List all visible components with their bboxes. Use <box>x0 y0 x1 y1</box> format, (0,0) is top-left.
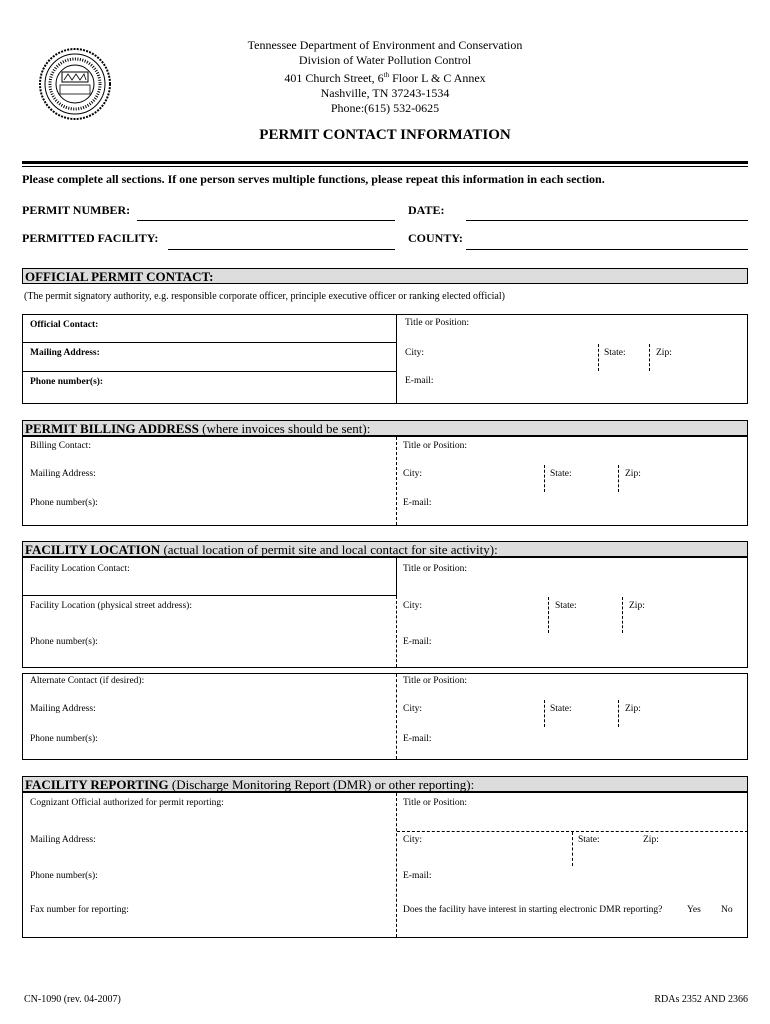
official-contact-label[interactable]: Official Contact: <box>30 320 99 330</box>
permitted-facility-label: PERMITTED FACILITY: <box>22 231 159 245</box>
facility-address-label[interactable]: Facility Location (physical street address): <box>30 601 192 611</box>
reporting-band: FACILITY REPORTING (Discharge Monitoring Report (DMR) or other reporting): <box>22 776 748 792</box>
billing-band: PERMIT BILLING ADDRESS (where invoices should be sent): <box>22 420 748 436</box>
reporting-state-label[interactable]: State: <box>578 835 600 845</box>
division-name: Division of Water Pollution Control <box>298 53 472 67</box>
form-title: PERMIT CONTACT INFORMATION <box>259 127 511 143</box>
date-label: DATE: <box>408 203 445 217</box>
official-state-divider <box>598 344 599 371</box>
billing-title-label[interactable]: Title or Position: <box>403 441 468 451</box>
official-phone-label[interactable]: Phone number(s): <box>30 377 104 387</box>
facility-state-divider <box>548 597 549 633</box>
alternate-column-divider <box>396 674 397 759</box>
form-number: CN-1090 (rev. 04-2007) <box>24 994 121 1005</box>
official-row-divider <box>22 371 397 372</box>
official-city-label[interactable]: City: <box>405 348 425 358</box>
billing-state-label[interactable]: State: <box>550 469 572 479</box>
permitted-facility-field[interactable] <box>168 249 395 250</box>
facility-zip-divider <box>622 597 623 633</box>
facility-zip-label[interactable]: Zip: <box>629 601 645 611</box>
instructions: Please complete all sections. If one person serves multiple functions, please repeat this information in each section. <box>22 172 605 186</box>
official-row-divider <box>22 342 397 343</box>
official-zip-label[interactable]: Zip: <box>656 348 672 358</box>
double-rule-thin <box>22 166 748 167</box>
billing-email-label[interactable]: E-mail: <box>403 498 432 508</box>
reporting-state-divider <box>572 832 573 866</box>
billing-contact-label[interactable]: Billing Contact: <box>30 441 91 451</box>
official-mailing-label[interactable]: Mailing Address: <box>30 348 100 358</box>
reporting-zip-label[interactable]: Zip: <box>643 835 659 845</box>
facility-city-label[interactable]: City: <box>403 601 423 611</box>
alternate-city-label[interactable]: City: <box>403 704 423 714</box>
official-contact-band: OFFICIAL PERMIT CONTACT: <box>22 268 748 284</box>
official-title-label[interactable]: Title or Position: <box>405 318 470 328</box>
reporting-city-label[interactable]: City: <box>403 835 423 845</box>
edmr-question: Does the facility have interest in starting electronic DMR reporting? <box>403 905 663 915</box>
billing-box <box>22 436 748 526</box>
agency-name: Tennessee Department of Environment and Conservation <box>247 38 523 52</box>
alternate-phone-label[interactable]: Phone number(s): <box>30 734 98 744</box>
alternate-email-label[interactable]: E-mail: <box>403 734 432 744</box>
billing-city-label[interactable]: City: <box>403 469 423 479</box>
billing-column-divider <box>396 437 397 525</box>
agency-header <box>150 38 620 116</box>
permit-number-label: PERMIT NUMBER: <box>22 203 131 217</box>
county-field[interactable] <box>466 249 748 250</box>
official-note: (The permit signatory authority, e.g. responsible corporate officer, principle executive officer or ranking elected official) <box>24 291 505 302</box>
state-seal <box>38 47 112 121</box>
billing-zip-divider <box>618 465 619 492</box>
reporting-column-divider <box>396 793 397 937</box>
alternate-zip-label[interactable]: Zip: <box>625 704 641 714</box>
reporting-title-label[interactable]: Title or Position: <box>403 798 468 808</box>
county-label: COUNTY: <box>408 231 463 245</box>
billing-phone-label[interactable]: Phone number(s): <box>30 498 98 508</box>
official-state-label[interactable]: State: <box>604 348 626 358</box>
alternate-contact-label[interactable]: Alternate Contact (if desired): <box>30 676 145 686</box>
billing-mailing-label[interactable]: Mailing Address: <box>30 469 96 479</box>
alternate-title-label[interactable]: Title or Position: <box>403 676 468 686</box>
agency-street: 401 Church Street, 6th Floor L & C Annex <box>284 71 486 85</box>
edmr-yes-option[interactable]: Yes <box>687 905 701 915</box>
facility-email-label[interactable]: E-mail: <box>403 637 432 647</box>
facility-state-label[interactable]: State: <box>555 601 577 611</box>
reporting-official-label[interactable]: Cognizant Official authorized for permit reporting: <box>30 798 224 808</box>
double-rule <box>22 161 748 164</box>
rda-number: RDAs 2352 AND 2366 <box>654 994 748 1005</box>
facility-title-label[interactable]: Title or Position: <box>403 564 468 574</box>
facility-phone-label[interactable]: Phone number(s): <box>30 637 98 647</box>
reporting-mailing-label[interactable]: Mailing Address: <box>30 835 96 845</box>
official-zip-divider <box>649 344 650 371</box>
agency-city: Nashville, TN 37243-1534 <box>320 86 450 100</box>
agency-phone: Phone:(615) 532-0625 <box>330 101 440 115</box>
facility-band: FACILITY LOCATION (actual location of permit site and local contact for site activity): <box>22 541 748 557</box>
alternate-zip-divider <box>618 700 619 727</box>
edmr-no-option[interactable]: No <box>721 905 733 915</box>
alternate-contact-box <box>22 673 748 760</box>
reporting-phone-label[interactable]: Phone number(s): <box>30 871 98 881</box>
reporting-email-label[interactable]: E-mail: <box>403 871 432 881</box>
date-field[interactable] <box>466 220 748 221</box>
alternate-state-label[interactable]: State: <box>550 704 572 714</box>
facility-column-divider <box>396 596 397 667</box>
facility-contact-cell <box>22 557 397 596</box>
reporting-fax-label[interactable]: Fax number for reporting: <box>30 905 129 915</box>
alternate-state-divider <box>544 700 545 727</box>
facility-contact-label[interactable]: Facility Location Contact: <box>30 564 130 574</box>
alternate-mailing-label[interactable]: Mailing Address: <box>30 704 96 714</box>
billing-state-divider <box>544 465 545 492</box>
billing-zip-label[interactable]: Zip: <box>625 469 641 479</box>
reporting-box <box>22 792 748 938</box>
permit-number-field[interactable] <box>137 220 395 221</box>
official-email-label[interactable]: E-mail: <box>405 376 434 386</box>
